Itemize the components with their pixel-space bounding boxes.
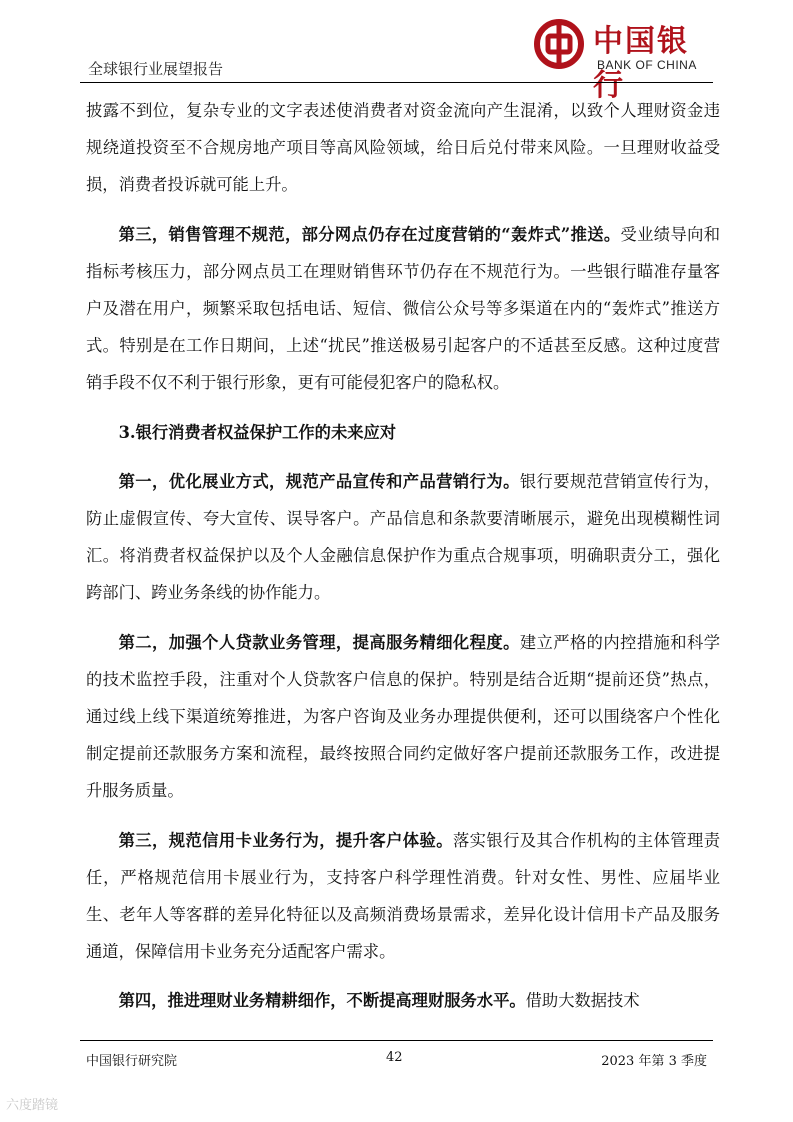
- watermark: 六度踏镜: [6, 1098, 59, 1113]
- paragraph-credit-cards: [86, 822, 720, 971]
- footer-quarter: 2023 年第 3 季度: [601, 1054, 707, 1069]
- footer-institute: 中国银行研究院: [86, 1054, 178, 1069]
- paragraph-lead: 第三，销售管理不规范，部分网点仍存在过度营销的“轰炸式”推送。: [118, 224, 621, 244]
- paragraph-text: 借助大数据技术: [525, 991, 640, 1011]
- logo-chinese-name: 中国银行: [593, 24, 689, 103]
- paragraph-text: 受业绩导向和指标考核压力，部分网点员工在理财销售环节仍存在不规范行为。一些银行瞄准存量客户及潜在用户，频繁采取包括电话、短信、微信公众号等多渠道在内的“轰炸式”推送方式。特别是在工作日期间，上述“扰民”推送极易引起客户的不适甚至反感。这种过度营销手段不仅不利于银行形象，更有可能侵犯客户的隐私权。: [86, 224, 720, 393]
- page-number: 42: [386, 1050, 403, 1065]
- logo-english-name: BANK OF CHINA: [597, 58, 697, 72]
- paragraph-personal-loans: [86, 624, 720, 810]
- bank-of-china-emblem-icon: [533, 18, 585, 70]
- paragraph-continuation: [86, 92, 720, 204]
- paragraph-wealth-management: [86, 982, 720, 1019]
- paragraph-text: 披露不到位，复杂专业的文字表述使消费者对资金流向产生混淆，以致个人理财资金违规绕道投资至不合规房地产项目等高风险领域，给日后兑付带来风险。一旦理财收益受损，消费者投诉就可能上升。: [86, 101, 720, 195]
- bank-logo: [533, 14, 713, 103]
- page-header: [80, 0, 713, 103]
- paragraph-marketing: [86, 463, 720, 612]
- paragraph-lead: 第二，加强个人贷款业务管理，提高服务精细化程度。: [118, 632, 520, 652]
- report-body: [86, 92, 720, 1032]
- paragraph-text: 建立严格的内控措施和科学的技术监控手段，注重对个人贷款客户信息的保护。特别是结合近期“提前还贷”热点，通过线上线下渠道统筹推进，为客户咨询及业务办理提供便利，还可以围绕客户个性化制定提前还款服务方案和流程，最终按照合同约定做好客户提前还款服务工作，改进提升服务质量。: [86, 632, 720, 801]
- paragraph-lead: 第四，推进理财业务精耕细作，不断提高理财服务水平。: [118, 991, 526, 1011]
- report-title: 全球银行业展望报告: [88, 60, 224, 78]
- paragraph-lead: 第三，规范信用卡业务行为，提升客户体验。: [118, 830, 453, 850]
- paragraph-text: 银行要规范营销宣传行为，防止虚假宣传、夸大宣传、误导客户。产品信息和条款要清晰展示，避免出现模糊性词汇。将消费者权益保护以及个人金融信息保护作为重点合规事项，明确职责分工，强化跨部门、跨业务条线的协作能力。: [86, 471, 720, 603]
- section-heading: 3.银行消费者权益保护工作的未来应对: [118, 422, 397, 442]
- paragraph-lead: 第一，优化展业方式，规范产品宣传和产品营销行为。: [118, 471, 520, 491]
- header-divider: [80, 82, 713, 83]
- paragraph-text: 落实银行及其合作机构的主体管理责任，严格规范信用卡展业行为，支持客户科学理性消费。针对女性、男性、应届毕业生、老年人等客群的差异化特征以及高频消费场景需求，差异化设计信用卡产品及服务通道，保障信用卡业务充分适配客户需求。: [86, 830, 720, 962]
- footer-divider: [80, 1040, 713, 1041]
- paragraph-sales-management: [86, 216, 720, 402]
